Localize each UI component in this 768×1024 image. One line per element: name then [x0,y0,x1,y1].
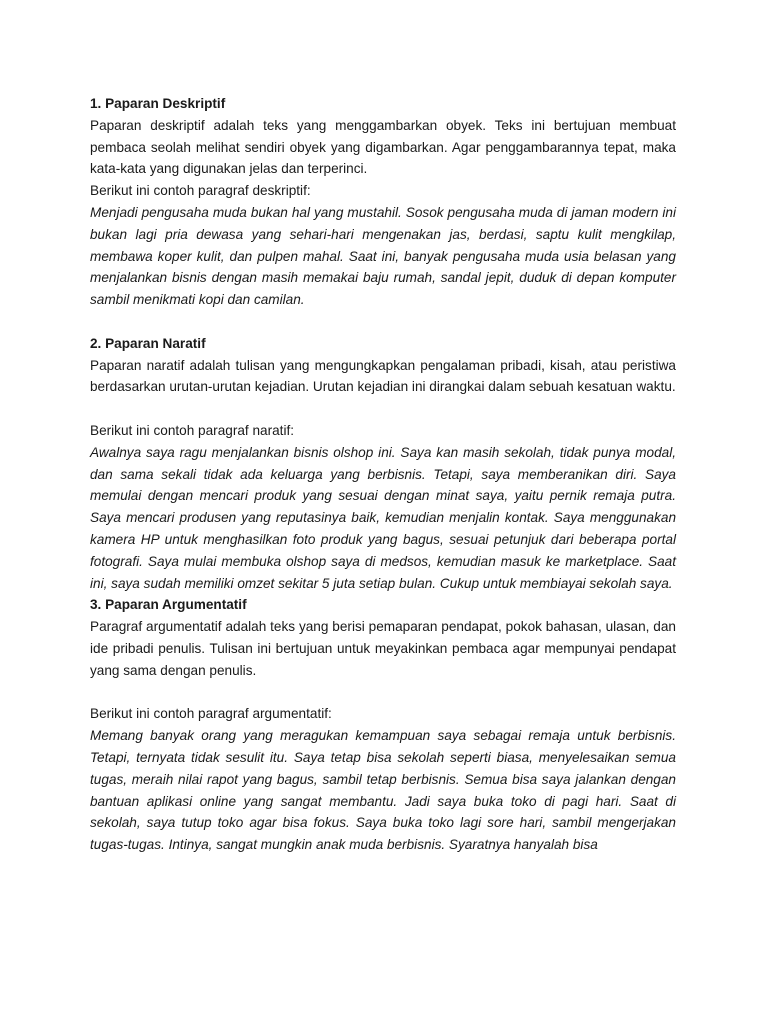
section-body: Paragraf argumentatif adalah teks yang berisi pemaparan pendapat, pokok bahasan, ulasan, dan ide pribadi penulis. Tulisan ini bertujuan untuk meyakinkan pembaca agar mempunyai pendapat yang sama dengan penulis. [90,619,676,678]
section-deskriptif [90,93,676,311]
paragraph-spacer [90,398,676,420]
section-argumentatif [90,594,676,856]
section-heading: 2. Paparan Naratif [90,335,206,351]
section-body: Paparan deskriptif adalah teks yang menggambarkan obyek. Teks ini bertujuan membuat pembaca seolah melihat sendiri obyek yang digambarkan. Agar penggambarannya tepat, maka kata-kata yang digunakan jelas dan terperinci. [90,117,676,177]
example-intro: Berikut ini contoh paragraf deskriptif: [90,183,311,199]
example-paragraph: Memang banyak orang yang meragukan kemampuan saya sebagai remaja untuk berbisnis. Tetapi, ternyata tidak sesulit itu. Saya tetap bisa sekolah seperti biasa, menyelesaikan semua tugas, meraih nilai rapot yang bagus, sambil tetap berbisnis. Semua bisa saya jalankan dengan bantuan aplikasi online yang sangat membantu. Jadi saya buka toko di pagi hari. Saat di sekolah, saya tutup toko agar bisa fokus. Saya buka toko lagi sore hari, sambil mengerjakan tugas-tugas. Intinya, sangat mungkin anak muda berbisnis. Syaratnya hanyalah bisa [90,728,676,853]
section-spacer [90,311,676,333]
example-paragraph: Awalnya saya ragu menjalankan bisnis olshop ini. Saya kan masih sekolah, tidak punya modal, dan sama sekali tidak ada keluarga yang berbisnis. Tetapi, saya memberanikan diri. Saya memulai dengan mencari produk yang sesuai dengan minat saya, yaitu pernik remaja putra. Saya mencari produsen yang reputasinya baik, kemudian menjalin kontak. Saya menggunakan kamera HP untuk menghasilkan foto produk yang bagus, sesuai petunjuk dari beberapa portal fotografi. Saya mulai membuka olshop saya di medsos, kemudian masuk ke marketplace. Saat ini, saya sudah memiliki omzet sekitar 5 juta setiap bulan. Cukup untuk membiayai sekolah saya. [90,444,676,591]
example-intro: Berikut ini contoh paragraf naratif: [90,422,295,438]
paragraph-spacer [90,682,676,704]
section-heading: 1. Paparan Deskriptif [90,96,226,111]
example-paragraph: Menjadi pengusaha muda bukan hal yang mustahil. Sosok pengusaha muda di jaman modern ini bukan lagi pria dewasa yang sehari-hari mengenakan jas, berdasi, saptu kulit mengkilap, membawa koper kulit, dan pulpen mahal. Saat ini, banyak pengusaha muda usia belasan yang menjalankan bisnis dengan masih memakai baju rumah, sandal jepit, duduk di depan komputer sambil menikmati kopi dan camilan. [90,204,676,308]
example-intro: Berikut ini contoh paragraf argumentatif: [90,706,332,722]
section-body: Paparan naratif adalah tulisan yang mengungkapkan pengalaman pribadi, kisah, atau peristiwa berdasarkan urutan-urutan kejadian. Urutan kejadian ini dirangkai dalam sebuah kesatuan waktu. [90,357,676,395]
section-naratif [90,333,676,595]
document-page [90,93,676,856]
section-heading: 3. Paparan Argumentatif [90,597,247,613]
